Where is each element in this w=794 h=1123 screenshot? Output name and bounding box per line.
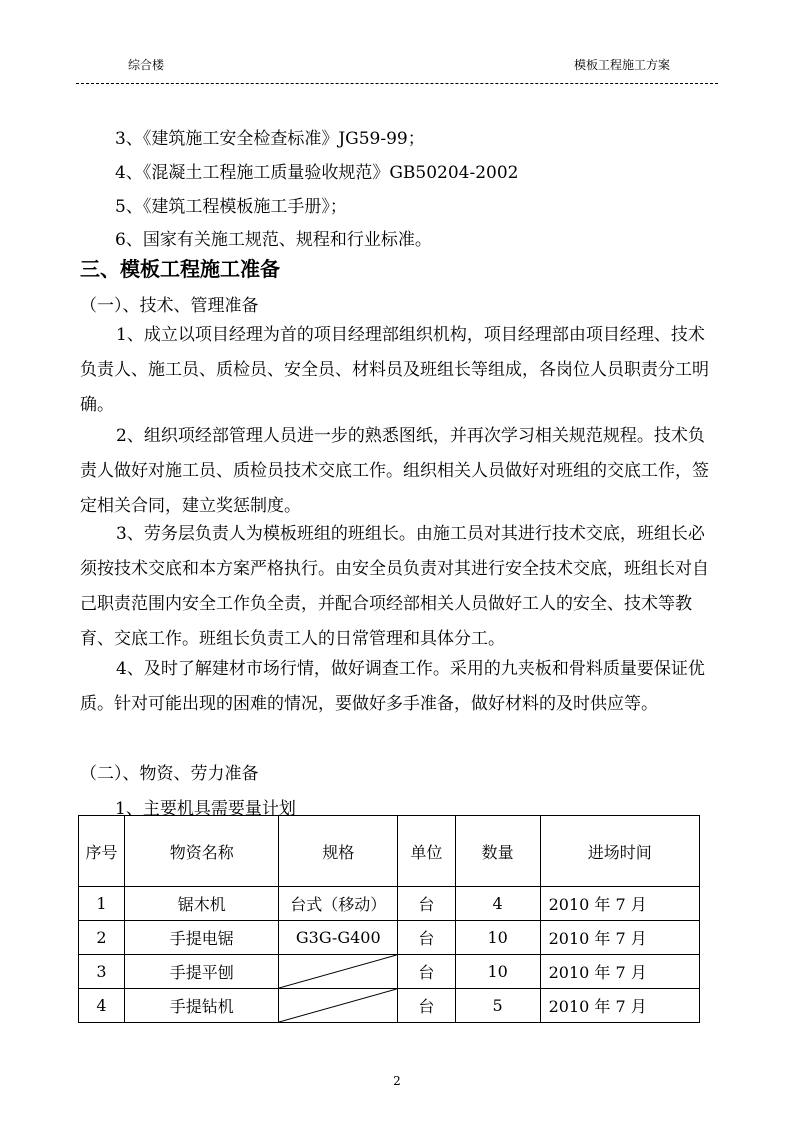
subsection-heading: （二）、物资、劳力准备	[80, 764, 259, 784]
table-row	[79, 989, 700, 1023]
header-cell: 进场时间	[540, 816, 699, 887]
reference-item: 6、国家有关施工规范、规程和行业标准。	[115, 230, 432, 250]
table-cell: 10	[455, 921, 540, 955]
table-cell: 手提电锯	[125, 921, 279, 955]
paragraph: 3、劳务层负责人为模板班组的班组长。由施工员对其进行技术交底，班组长必须按技术交底和本方案严格执行。由安全员负责对其进行安全技术交底，班组长对自己职责范围内安全工作负全责，并配合项经部相关人员做好工人的安全、技术等教育、交底工作。班组长负责工人的日常管理和具体分工。	[80, 524, 709, 649]
list-title: 1、主要机具需要量计划	[115, 799, 296, 819]
page-number: 2	[393, 1074, 401, 1088]
header-cell: 数量	[455, 816, 540, 887]
equipment-table	[78, 815, 700, 1023]
empty-diagonal-cell	[279, 955, 398, 989]
table-row	[79, 887, 700, 921]
table-cell: 2	[79, 921, 125, 955]
table-cell: 4	[455, 887, 540, 921]
table-cell: 2010 年 7 月	[540, 989, 699, 1023]
section-heading: 三、模板工程施工准备	[80, 257, 280, 281]
header-right-title: 模板工程施工方案	[573, 58, 670, 72]
table-cell: 台	[398, 955, 456, 989]
table-cell: 4	[79, 989, 125, 1023]
empty-diagonal-cell	[279, 989, 398, 1023]
table-cell: 1	[79, 887, 125, 921]
table-row	[79, 955, 700, 989]
table-header-row	[79, 816, 700, 887]
reference-item: 3、《建筑施工安全检查标准》JG59-99；	[115, 129, 425, 149]
table-cell: 10	[455, 955, 540, 989]
diagonal-line	[279, 989, 397, 1022]
table-cell: 锯木机	[125, 887, 279, 921]
table-cell: 2010 年 7 月	[540, 921, 699, 955]
table-cell: 台式（移动）	[279, 887, 398, 921]
table-cell: 台	[398, 989, 456, 1023]
paragraph: 2、组织项经部管理人员进一步的熟悉图纸，并再次学习相关规范规程。技术负责人做好对施工员、质检员技术交底工作。组织相关人员做好对班组的交底工作，签定相关合同，建立奖惩制度。	[80, 426, 709, 516]
header-cell: 单位	[398, 816, 456, 887]
reference-item: 5、《建筑工程模板施工手册》；	[115, 197, 347, 217]
subsection-heading: （一）、技术、管理准备	[80, 296, 259, 316]
reference-item: 4、《混凝土工程施工质量验收规范》GB50204-2002	[115, 163, 519, 183]
paragraph: 4、及时了解建材市场行情，做好调查工作。采用的九夹板和骨料质量要保证优质。针对可能出现的困难的情况，要做好多手准备，做好材料的及时供应等。	[80, 659, 705, 714]
header-divider	[76, 83, 718, 84]
header-cell: 序号	[79, 816, 125, 887]
table-cell: 手提平刨	[125, 955, 279, 989]
table-cell: 5	[455, 989, 540, 1023]
header-cell: 物资名称	[125, 816, 279, 887]
table-cell: 台	[398, 921, 456, 955]
header-left-title: 综合楼	[128, 58, 165, 72]
diagonal-line	[279, 955, 397, 988]
table-cell: 台	[398, 887, 456, 921]
table-cell: 3	[79, 955, 125, 989]
table-cell: 手提钻机	[125, 989, 279, 1023]
table-cell: 2010 年 7 月	[540, 887, 699, 921]
table-cell: G3G-G400	[279, 921, 398, 955]
paragraph: 1、成立以项目经理为首的项目经理部组织机构，项目经理部由项目经理、技术负责人、施工员、质检员、安全员、材料员及班组长等组成，各岗位人员职责分工明确。	[80, 325, 709, 415]
table-row	[79, 921, 700, 955]
header-cell: 规格	[279, 816, 398, 887]
table-cell: 2010 年 7 月	[540, 955, 699, 989]
